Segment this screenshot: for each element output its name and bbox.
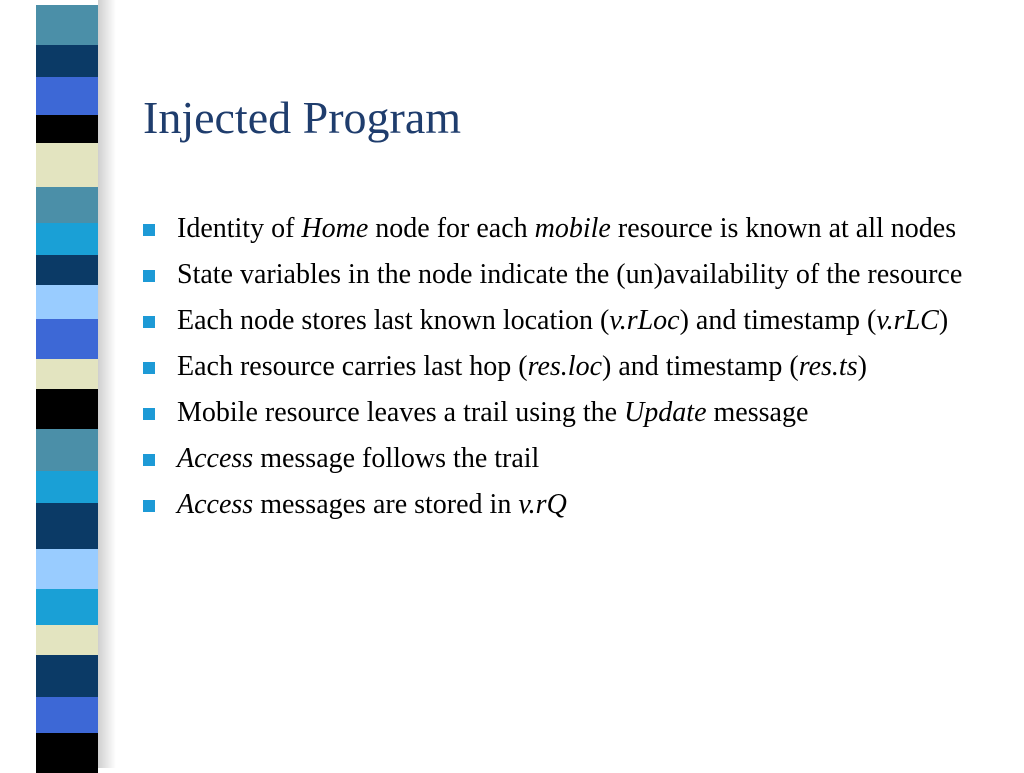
bullet-text: Each resource carries last hop ( bbox=[177, 351, 528, 382]
bullet-text-italic: res.loc bbox=[527, 351, 602, 382]
stripe-segment bbox=[36, 115, 98, 143]
stripe-segment bbox=[36, 471, 98, 503]
bullet-text-italic: v.rLC bbox=[876, 305, 939, 336]
stripe-segment bbox=[36, 255, 98, 285]
stripe-segment bbox=[36, 589, 98, 625]
bullet-text: messages are stored in bbox=[253, 489, 519, 520]
bullet-text-italic: Access bbox=[177, 443, 254, 474]
bullet-item bbox=[140, 256, 990, 293]
stripe-segment bbox=[36, 77, 98, 115]
stripe-segment bbox=[36, 319, 98, 359]
stripe-segment bbox=[36, 187, 98, 223]
stripe-segment bbox=[36, 697, 98, 733]
bullet-text: ) and timestamp ( bbox=[602, 351, 799, 382]
bullet-text-italic: v.rQ bbox=[518, 489, 567, 520]
bullet-text: message bbox=[706, 397, 809, 428]
bullet-item bbox=[140, 394, 990, 431]
square-bullet-icon bbox=[143, 224, 155, 236]
bullet-item bbox=[140, 486, 990, 523]
stripe-segment bbox=[36, 733, 98, 773]
stripe-segment bbox=[36, 5, 98, 45]
stripe-segment bbox=[36, 223, 98, 255]
bullet-text: Identity of bbox=[177, 213, 302, 244]
square-bullet-icon bbox=[143, 500, 155, 512]
decorative-stripe-bar bbox=[36, 0, 98, 768]
bullet-text: node for each bbox=[368, 213, 535, 244]
bullet-item bbox=[140, 348, 990, 385]
bullet-text-italic: mobile bbox=[534, 213, 611, 244]
stripe-segment bbox=[36, 285, 98, 319]
bullet-text-italic: Access bbox=[177, 489, 254, 520]
bullet-text: ) and timestamp ( bbox=[679, 305, 877, 336]
stripe-segment bbox=[36, 655, 98, 697]
stripe-segment bbox=[36, 625, 98, 655]
square-bullet-icon bbox=[143, 408, 155, 420]
bullet-item bbox=[140, 210, 990, 247]
stripe-bar-shadow bbox=[98, 0, 116, 768]
bullet-item bbox=[140, 302, 990, 339]
bullet-text-italic: res.ts bbox=[798, 351, 858, 382]
square-bullet-icon bbox=[143, 316, 155, 328]
bullet-text: resource is known at all nodes bbox=[610, 213, 957, 244]
bullet-item bbox=[140, 440, 990, 477]
bullet-text: Mobile resource leaves a trail using the bbox=[177, 397, 625, 428]
bullet-text: message follows the trail bbox=[253, 443, 540, 474]
square-bullet-icon bbox=[143, 454, 155, 466]
stripe-segment bbox=[36, 359, 98, 389]
bullet-text-italic: Home bbox=[301, 213, 369, 244]
square-bullet-icon bbox=[143, 270, 155, 282]
stripe-segment bbox=[36, 143, 98, 187]
bullet-list bbox=[140, 210, 990, 532]
stripe-segment bbox=[36, 549, 98, 589]
stripe-segment bbox=[36, 389, 98, 429]
bullet-text: State variables in the node indicate the (un)availability of the resource bbox=[177, 259, 963, 290]
slide-title: Injected Program bbox=[143, 92, 462, 143]
bullet-text: Each node stores last known location ( bbox=[177, 305, 610, 336]
bullet-text-italic: v.rLoc bbox=[609, 305, 680, 336]
stripe-segment bbox=[36, 429, 98, 471]
bullet-text-italic: Update bbox=[624, 397, 707, 428]
stripe-segment bbox=[36, 45, 98, 77]
stripe-segment bbox=[36, 503, 98, 549]
bullet-text: ) bbox=[938, 305, 949, 336]
bullet-text: ) bbox=[857, 351, 867, 382]
square-bullet-icon bbox=[143, 362, 155, 374]
